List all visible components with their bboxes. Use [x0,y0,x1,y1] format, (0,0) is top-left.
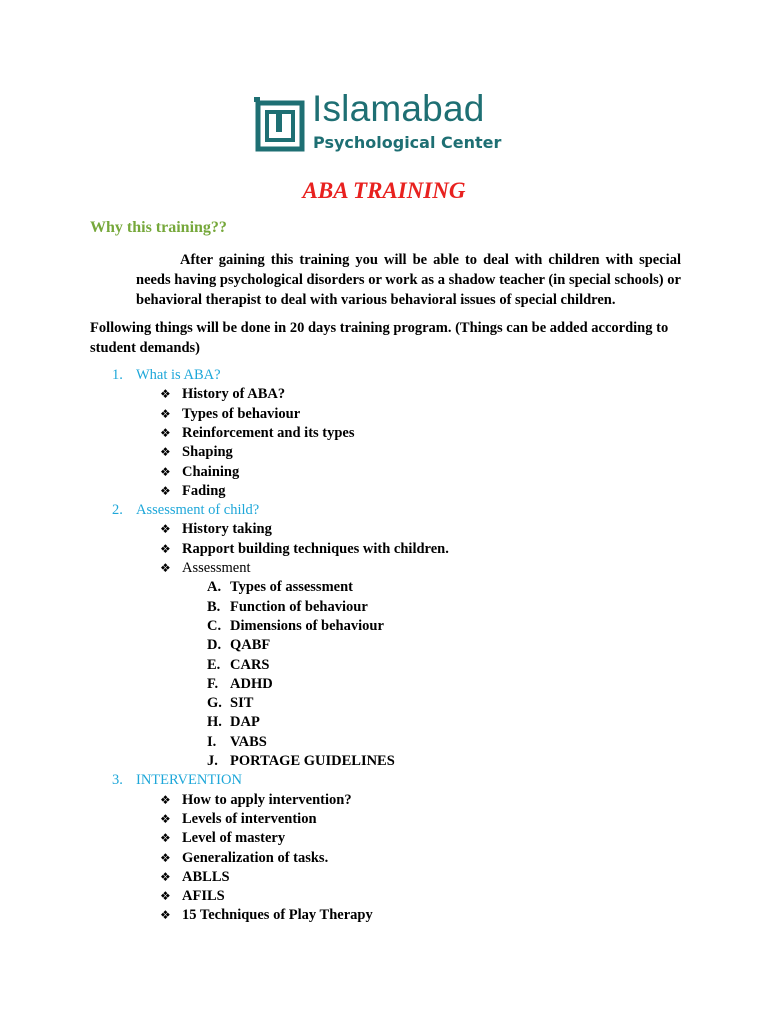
list-item-label: Chaining [182,463,240,480]
diamond-bullet-icon: ❖ [160,522,171,537]
sub-item-letter: G. [207,695,222,712]
sub-item-label: CARS [230,656,270,673]
list-item [160,887,225,906]
sub-list-item [207,733,267,752]
program-intro: Following things will be done in 20 days training program. (Things can be added according to student demands) [90,320,669,356]
sub-item-letter: A. [207,579,222,596]
list-item [160,810,317,829]
list-item-label: Rapport building techniques with children. [182,540,449,557]
page-title: ABA TRAINING [302,178,466,203]
diamond-bullet-icon: ❖ [160,387,171,402]
list-item-label: Assessment [182,560,251,576]
list-item [160,463,239,482]
diamond-bullet-icon: ❖ [160,811,171,826]
sub-list-item [207,598,368,617]
list-item-label: Generalization of tasks. [182,849,329,866]
list-item-label: History of ABA? [182,386,286,403]
why-heading: Why this training?? [90,219,227,236]
diamond-bullet-icon: ❖ [160,908,171,923]
section-title: INTERVENTION [136,772,242,789]
logo-name: Islamabad [312,88,485,129]
section-number: 3. [112,772,123,789]
sub-item-letter: D. [207,637,222,654]
section-heading [112,366,221,385]
diamond-bullet-icon: ❖ [160,406,171,421]
section-number: 1. [112,367,123,383]
intro-paragraph: After gaining this training you will be able to deal with children with special needs having psychological disorders or work as a shadow teacher (in special schools) or behavioral therapist to deal with various behavioral issues of special children. [136,252,681,308]
list-item-label: How to apply intervention? [182,791,352,808]
list-item [160,559,250,578]
diamond-bullet-icon: ❖ [160,792,171,807]
diamond-bullet-icon: ❖ [160,464,171,479]
diamond-bullet-icon: ❖ [160,445,171,460]
list-item [160,829,285,848]
sub-item-label: SIT [230,695,254,712]
diamond-bullet-icon: ❖ [160,850,171,865]
diamond-bullet-icon: ❖ [160,483,171,498]
diamond-bullet-icon: ❖ [160,541,171,556]
sub-list-item [207,752,395,771]
list-item-label: Levels of intervention [182,810,317,827]
section-title: What is ABA? [136,367,221,383]
section-number: 2. [112,502,123,519]
sub-item-letter: E. [207,656,221,673]
sub-list-item [207,713,260,732]
list-item-label: ABLLS [182,868,230,885]
sub-item-letter: J. [207,753,218,769]
sub-item-label: QABF [230,637,271,654]
list-item [160,868,230,887]
diamond-bullet-icon: ❖ [160,425,171,440]
section-title: Assessment of child? [136,502,260,519]
logo-mark-icon [254,97,308,155]
sub-item-label: DAP [230,714,260,731]
diamond-bullet-icon: ❖ [160,831,171,846]
list-item-label: Types of behaviour [182,405,301,422]
diamond-bullet-icon: ❖ [160,561,171,575]
logo-subtitle: Psychological Center [313,133,502,152]
list-item-label: Reinforcement and its types [182,424,355,441]
sub-item-label: ADHD [230,675,273,692]
list-item [160,520,272,539]
section-heading [112,771,242,790]
list-item [160,424,355,443]
list-item-label: AFILS [182,888,225,905]
list-item-label: History taking [182,521,272,538]
sub-item-letter: I. [207,733,217,750]
list-item-label: Shaping [182,444,233,461]
list-item-label: Fading [182,482,226,499]
sub-item-label: VABS [230,733,267,750]
list-item [160,443,233,462]
list-item [160,791,352,810]
sub-list-item [207,636,270,655]
list-item-label: Level of mastery [182,830,286,847]
list-item [160,385,285,404]
sub-item-letter: H. [207,714,222,731]
sub-item-letter: B. [207,598,221,615]
list-item [160,482,226,501]
list-item [160,405,300,424]
list-item-label: 15 Techniques of Play Therapy [182,907,373,924]
sub-item-label: Dimensions of behaviour [230,617,384,634]
list-item [160,540,449,559]
sub-list-item [207,694,253,713]
diamond-bullet-icon: ❖ [160,869,171,884]
sub-item-label: Types of assessment [230,579,353,596]
list-item [160,906,373,925]
logo [254,88,524,157]
sub-item-letter: C. [207,617,222,634]
list-item [160,849,328,868]
diamond-bullet-icon: ❖ [160,889,171,904]
sub-list-item [207,675,273,694]
sub-list-item [207,656,269,675]
sub-item-label: Function of behaviour [230,598,368,615]
sub-list-item [207,617,384,636]
sub-list-item [207,578,353,597]
section-heading [112,501,259,520]
sub-item-label: PORTAGE GUIDELINES [230,753,395,769]
sub-item-letter: F. [207,675,219,692]
